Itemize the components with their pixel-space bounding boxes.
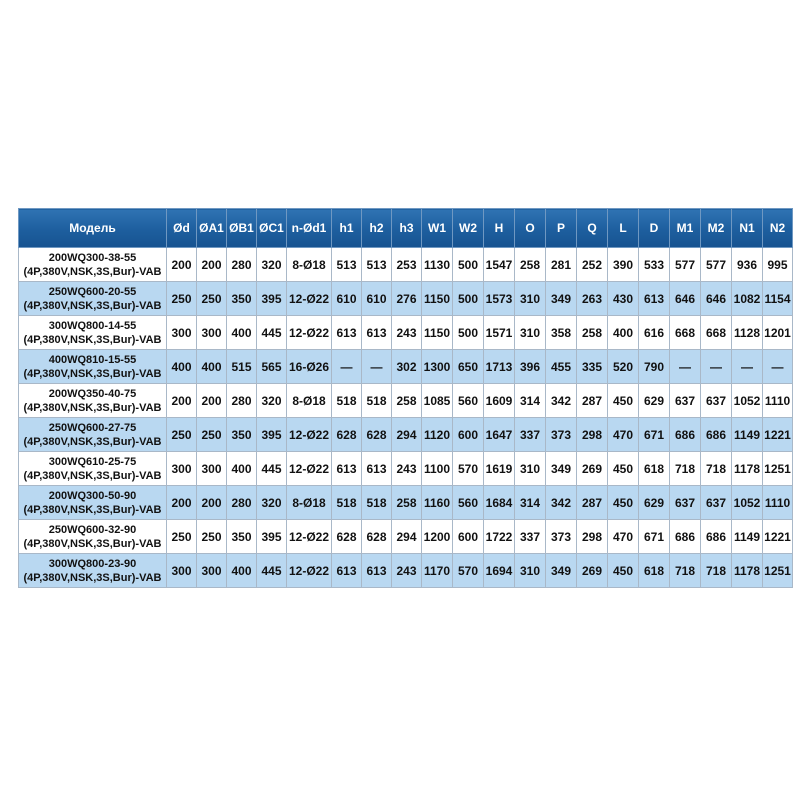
table-cell: 565 — [257, 350, 287, 384]
table-cell: 628 — [362, 520, 392, 554]
table-cell: 298 — [577, 520, 608, 554]
table-cell: 400 — [227, 452, 257, 486]
table-cell: — — [362, 350, 392, 384]
table-cell: 637 — [670, 384, 701, 418]
column-header: O — [515, 209, 546, 248]
model-cell — [19, 384, 167, 418]
table-cell: 1178 — [732, 554, 763, 588]
table-cell: 613 — [362, 452, 392, 486]
table-cell: 671 — [639, 418, 670, 452]
table-cell: 12-Ø22 — [287, 418, 332, 452]
table-cell: 8-Ø18 — [287, 248, 332, 282]
table-cell: 577 — [670, 248, 701, 282]
column-header: n-Ød1 — [287, 209, 332, 248]
column-header: W1 — [422, 209, 453, 248]
table-cell: 570 — [453, 452, 484, 486]
table-cell: 250 — [197, 520, 227, 554]
model-spec: (4P,380V,NSK,3S,Bur)-VAB — [23, 367, 162, 380]
table-cell: 629 — [639, 486, 670, 520]
table-cell: 300 — [167, 452, 197, 486]
table-cell: 637 — [670, 486, 701, 520]
table-cell: 613 — [639, 282, 670, 316]
table-cell: 430 — [608, 282, 639, 316]
column-header: P — [546, 209, 577, 248]
table-cell: 450 — [608, 486, 639, 520]
table-cell: — — [332, 350, 362, 384]
column-header: M2 — [701, 209, 732, 248]
table-cell: 1085 — [422, 384, 453, 418]
table-cell: 250 — [167, 418, 197, 452]
table-row — [19, 452, 793, 486]
column-header: Ød — [167, 209, 197, 248]
table-cell: 281 — [546, 248, 577, 282]
table-cell: 1110 — [763, 486, 793, 520]
model-spec: (4P,380V,NSK,3S,Bur)-VAB — [23, 503, 162, 516]
table-cell: 350 — [227, 282, 257, 316]
model-name: 200WQ300-38-55 — [48, 251, 137, 264]
table-cell: 560 — [453, 486, 484, 520]
column-header: L — [608, 209, 639, 248]
table-cell: 1149 — [732, 418, 763, 452]
table-cell: 320 — [257, 486, 287, 520]
table-cell: 300 — [167, 316, 197, 350]
table-cell: 686 — [701, 520, 732, 554]
table-cell: 250 — [167, 282, 197, 316]
table-cell: 200 — [197, 486, 227, 520]
column-header: N2 — [763, 209, 793, 248]
table-cell: 349 — [546, 554, 577, 588]
table-cell: 287 — [577, 486, 608, 520]
table-cell: 1713 — [484, 350, 515, 384]
table-cell: 258 — [392, 486, 422, 520]
table-cell: 200 — [167, 384, 197, 418]
table-cell: 280 — [227, 248, 257, 282]
table-cell: 263 — [577, 282, 608, 316]
table-cell: 243 — [392, 452, 422, 486]
table-row — [19, 248, 793, 282]
pump-dimensions-table — [18, 208, 793, 588]
table-cell: 1547 — [484, 248, 515, 282]
table-cell: 310 — [515, 554, 546, 588]
model-cell — [19, 486, 167, 520]
table-cell: 500 — [453, 282, 484, 316]
table-cell: 280 — [227, 486, 257, 520]
model-name: 200WQ350-40-75 — [48, 387, 137, 400]
table-cell: 1110 — [763, 384, 793, 418]
table-cell: 600 — [453, 520, 484, 554]
table-cell: 1052 — [732, 384, 763, 418]
table-cell: 686 — [670, 520, 701, 554]
table-cell: 450 — [608, 554, 639, 588]
table-cell: 400 — [197, 350, 227, 384]
table-cell: 445 — [257, 452, 287, 486]
table-cell: 646 — [670, 282, 701, 316]
table-cell: 470 — [608, 520, 639, 554]
table-cell: 395 — [257, 520, 287, 554]
table-cell: 513 — [332, 248, 362, 282]
model-name: 300WQ610-25-75 — [48, 455, 137, 468]
table-cell: 718 — [701, 554, 732, 588]
table-cell: 790 — [639, 350, 670, 384]
table-cell: 513 — [362, 248, 392, 282]
table-cell: 1178 — [732, 452, 763, 486]
model-cell — [19, 418, 167, 452]
table-cell: 628 — [332, 520, 362, 554]
table-cell: 287 — [577, 384, 608, 418]
table-cell: 560 — [453, 384, 484, 418]
table-cell: 450 — [608, 384, 639, 418]
table-cell: 515 — [227, 350, 257, 384]
table-cell: — — [763, 350, 793, 384]
table-cell: 294 — [392, 418, 422, 452]
table-cell: 350 — [227, 520, 257, 554]
table-cell: 258 — [577, 316, 608, 350]
column-header: ØC1 — [257, 209, 287, 248]
table-cell: 300 — [167, 554, 197, 588]
model-name: 250WQ600-27-75 — [48, 421, 137, 434]
table-cell: 8-Ø18 — [287, 486, 332, 520]
model-name: 250WQ600-32-90 — [48, 523, 137, 536]
table-cell: 1200 — [422, 520, 453, 554]
table-cell: 618 — [639, 554, 670, 588]
table-cell: 1130 — [422, 248, 453, 282]
table-cell: 1619 — [484, 452, 515, 486]
table-cell: 628 — [332, 418, 362, 452]
model-name: 300WQ800-14-55 — [48, 319, 137, 332]
table-cell: 718 — [670, 452, 701, 486]
table-cell: 300 — [197, 316, 227, 350]
table-cell: 294 — [392, 520, 422, 554]
table-cell: 533 — [639, 248, 670, 282]
model-cell — [19, 350, 167, 384]
table-cell: 718 — [670, 554, 701, 588]
table-cell: 243 — [392, 316, 422, 350]
table-cell: — — [670, 350, 701, 384]
model-spec: (4P,380V,NSK,3S,Bur)-VAB — [23, 265, 162, 278]
table-cell: 349 — [546, 452, 577, 486]
table-cell: — — [732, 350, 763, 384]
table-cell: 310 — [515, 452, 546, 486]
table-cell: 395 — [257, 282, 287, 316]
table-row — [19, 350, 793, 384]
table-cell: 200 — [167, 486, 197, 520]
table-cell: 1128 — [732, 316, 763, 350]
table-row — [19, 520, 793, 554]
model-cell — [19, 452, 167, 486]
table-cell: 445 — [257, 554, 287, 588]
table-cell: 258 — [515, 248, 546, 282]
table-cell: 400 — [227, 554, 257, 588]
table-cell: 337 — [515, 520, 546, 554]
table-cell: 269 — [577, 554, 608, 588]
table-cell: 637 — [701, 384, 732, 418]
table-cell: 8-Ø18 — [287, 384, 332, 418]
table-cell: 686 — [670, 418, 701, 452]
model-cell — [19, 248, 167, 282]
table-cell: 1684 — [484, 486, 515, 520]
table-cell: 600 — [453, 418, 484, 452]
model-spec: (4P,380V,NSK,3S,Bur)-VAB — [23, 469, 162, 482]
table-cell: 610 — [332, 282, 362, 316]
table-cell: 350 — [227, 418, 257, 452]
table-cell: 629 — [639, 384, 670, 418]
table-cell: 373 — [546, 418, 577, 452]
column-header: H — [484, 209, 515, 248]
table-cell: 358 — [546, 316, 577, 350]
table-cell: 314 — [515, 384, 546, 418]
table-cell: 470 — [608, 418, 639, 452]
table-cell: 1154 — [763, 282, 793, 316]
table-cell: 613 — [332, 554, 362, 588]
table-cell: 1571 — [484, 316, 515, 350]
table-cell: 253 — [392, 248, 422, 282]
table-row — [19, 282, 793, 316]
table-cell: 300 — [197, 452, 227, 486]
table-cell: 335 — [577, 350, 608, 384]
table-cell: — — [701, 350, 732, 384]
column-header: h1 — [332, 209, 362, 248]
table-cell: 298 — [577, 418, 608, 452]
model-cell — [19, 282, 167, 316]
model-name: 400WQ810-15-55 — [48, 353, 137, 366]
table-row — [19, 316, 793, 350]
table-cell: 250 — [167, 520, 197, 554]
table-cell: 616 — [639, 316, 670, 350]
column-header: Q — [577, 209, 608, 248]
table-cell: 1251 — [763, 554, 793, 588]
table-cell: 250 — [197, 418, 227, 452]
table-cell: 610 — [362, 282, 392, 316]
model-cell — [19, 520, 167, 554]
table-cell: 1120 — [422, 418, 453, 452]
table-cell: 671 — [639, 520, 670, 554]
table-body — [19, 248, 793, 588]
table-row — [19, 418, 793, 452]
table-cell: 342 — [546, 384, 577, 418]
model-spec: (4P,380V,NSK,3S,Bur)-VAB — [23, 537, 162, 550]
column-header: N1 — [732, 209, 763, 248]
table-cell: 995 — [763, 248, 793, 282]
column-header: h2 — [362, 209, 392, 248]
table-cell: 570 — [453, 554, 484, 588]
table-cell: 1150 — [422, 316, 453, 350]
table-cell: 1149 — [732, 520, 763, 554]
model-spec: (4P,380V,NSK,3S,Bur)-VAB — [23, 401, 162, 414]
model-cell — [19, 316, 167, 350]
column-header-model: Модель — [19, 209, 167, 248]
table-cell: 1609 — [484, 384, 515, 418]
column-header: ØA1 — [197, 209, 227, 248]
table-cell: 628 — [362, 418, 392, 452]
table-cell: 445 — [257, 316, 287, 350]
table-cell: 1722 — [484, 520, 515, 554]
header-row — [19, 209, 793, 248]
table-cell: 269 — [577, 452, 608, 486]
table-cell: 200 — [197, 384, 227, 418]
table-cell: 718 — [701, 452, 732, 486]
model-spec: (4P,380V,NSK,3S,Bur)-VAB — [23, 299, 162, 312]
table-cell: 258 — [392, 384, 422, 418]
column-header: D — [639, 209, 670, 248]
table-cell: 518 — [362, 384, 392, 418]
table-cell: 250 — [197, 282, 227, 316]
table-cell: 668 — [670, 316, 701, 350]
table-cell: 650 — [453, 350, 484, 384]
table-cell: 518 — [362, 486, 392, 520]
table-cell: 637 — [701, 486, 732, 520]
table-cell: 12-Ø22 — [287, 452, 332, 486]
table-cell: 12-Ø22 — [287, 316, 332, 350]
table-cell: 342 — [546, 486, 577, 520]
table-cell: 252 — [577, 248, 608, 282]
table-cell: 395 — [257, 418, 287, 452]
model-name: 250WQ600-20-55 — [48, 285, 137, 298]
table-cell: 16-Ø26 — [287, 350, 332, 384]
table-cell: 12-Ø22 — [287, 554, 332, 588]
table-cell: 280 — [227, 384, 257, 418]
table-cell: 310 — [515, 316, 546, 350]
table-cell: 243 — [392, 554, 422, 588]
table-cell: 1647 — [484, 418, 515, 452]
table-cell: 390 — [608, 248, 639, 282]
column-header: W2 — [453, 209, 484, 248]
table-cell: 455 — [546, 350, 577, 384]
column-header: M1 — [670, 209, 701, 248]
table-cell: 613 — [362, 316, 392, 350]
table-cell: 577 — [701, 248, 732, 282]
table-cell: 320 — [257, 384, 287, 418]
model-spec: (4P,380V,NSK,3S,Bur)-VAB — [23, 435, 162, 448]
table-cell: 500 — [453, 316, 484, 350]
table-cell: 396 — [515, 350, 546, 384]
table-cell: 314 — [515, 486, 546, 520]
table-cell: 12-Ø22 — [287, 520, 332, 554]
model-cell — [19, 554, 167, 588]
table-row — [19, 486, 793, 520]
model-name: 200WQ300-50-90 — [48, 489, 137, 502]
table-cell: 613 — [332, 452, 362, 486]
table-cell: 373 — [546, 520, 577, 554]
dimensions-table-container — [18, 208, 790, 588]
table-cell: 520 — [608, 350, 639, 384]
table-cell: 337 — [515, 418, 546, 452]
table-cell: 936 — [732, 248, 763, 282]
table-cell: 1251 — [763, 452, 793, 486]
table-cell: 349 — [546, 282, 577, 316]
table-cell: 500 — [453, 248, 484, 282]
table-cell: 518 — [332, 384, 362, 418]
table-cell: 618 — [639, 452, 670, 486]
table-cell: 320 — [257, 248, 287, 282]
table-cell: 1694 — [484, 554, 515, 588]
table-cell: 302 — [392, 350, 422, 384]
table-cell: 1052 — [732, 486, 763, 520]
table-cell: 400 — [167, 350, 197, 384]
table-cell: 518 — [332, 486, 362, 520]
table-cell: 1201 — [763, 316, 793, 350]
table-cell: 300 — [197, 554, 227, 588]
table-cell: 613 — [332, 316, 362, 350]
model-name: 300WQ800-23-90 — [48, 557, 137, 570]
table-cell: 310 — [515, 282, 546, 316]
table-cell: 646 — [701, 282, 732, 316]
table-cell: 1300 — [422, 350, 453, 384]
table-cell: 1573 — [484, 282, 515, 316]
table-cell: 668 — [701, 316, 732, 350]
table-cell: 400 — [227, 316, 257, 350]
column-header: ØB1 — [227, 209, 257, 248]
model-spec: (4P,380V,NSK,3S,Bur)-VAB — [23, 571, 162, 584]
table-cell: 1082 — [732, 282, 763, 316]
table-cell: 200 — [197, 248, 227, 282]
column-header: h3 — [392, 209, 422, 248]
model-spec: (4P,380V,NSK,3S,Bur)-VAB — [23, 333, 162, 346]
table-cell: 200 — [167, 248, 197, 282]
table-cell: 12-Ø22 — [287, 282, 332, 316]
table-cell: 1221 — [763, 520, 793, 554]
table-cell: 450 — [608, 452, 639, 486]
table-row — [19, 384, 793, 418]
table-cell: 1170 — [422, 554, 453, 588]
table-cell: 686 — [701, 418, 732, 452]
table-cell: 276 — [392, 282, 422, 316]
table-cell: 400 — [608, 316, 639, 350]
table-cell: 1221 — [763, 418, 793, 452]
table-row — [19, 554, 793, 588]
table-header — [19, 209, 793, 248]
table-cell: 1100 — [422, 452, 453, 486]
table-cell: 1150 — [422, 282, 453, 316]
table-cell: 613 — [362, 554, 392, 588]
table-cell: 1160 — [422, 486, 453, 520]
